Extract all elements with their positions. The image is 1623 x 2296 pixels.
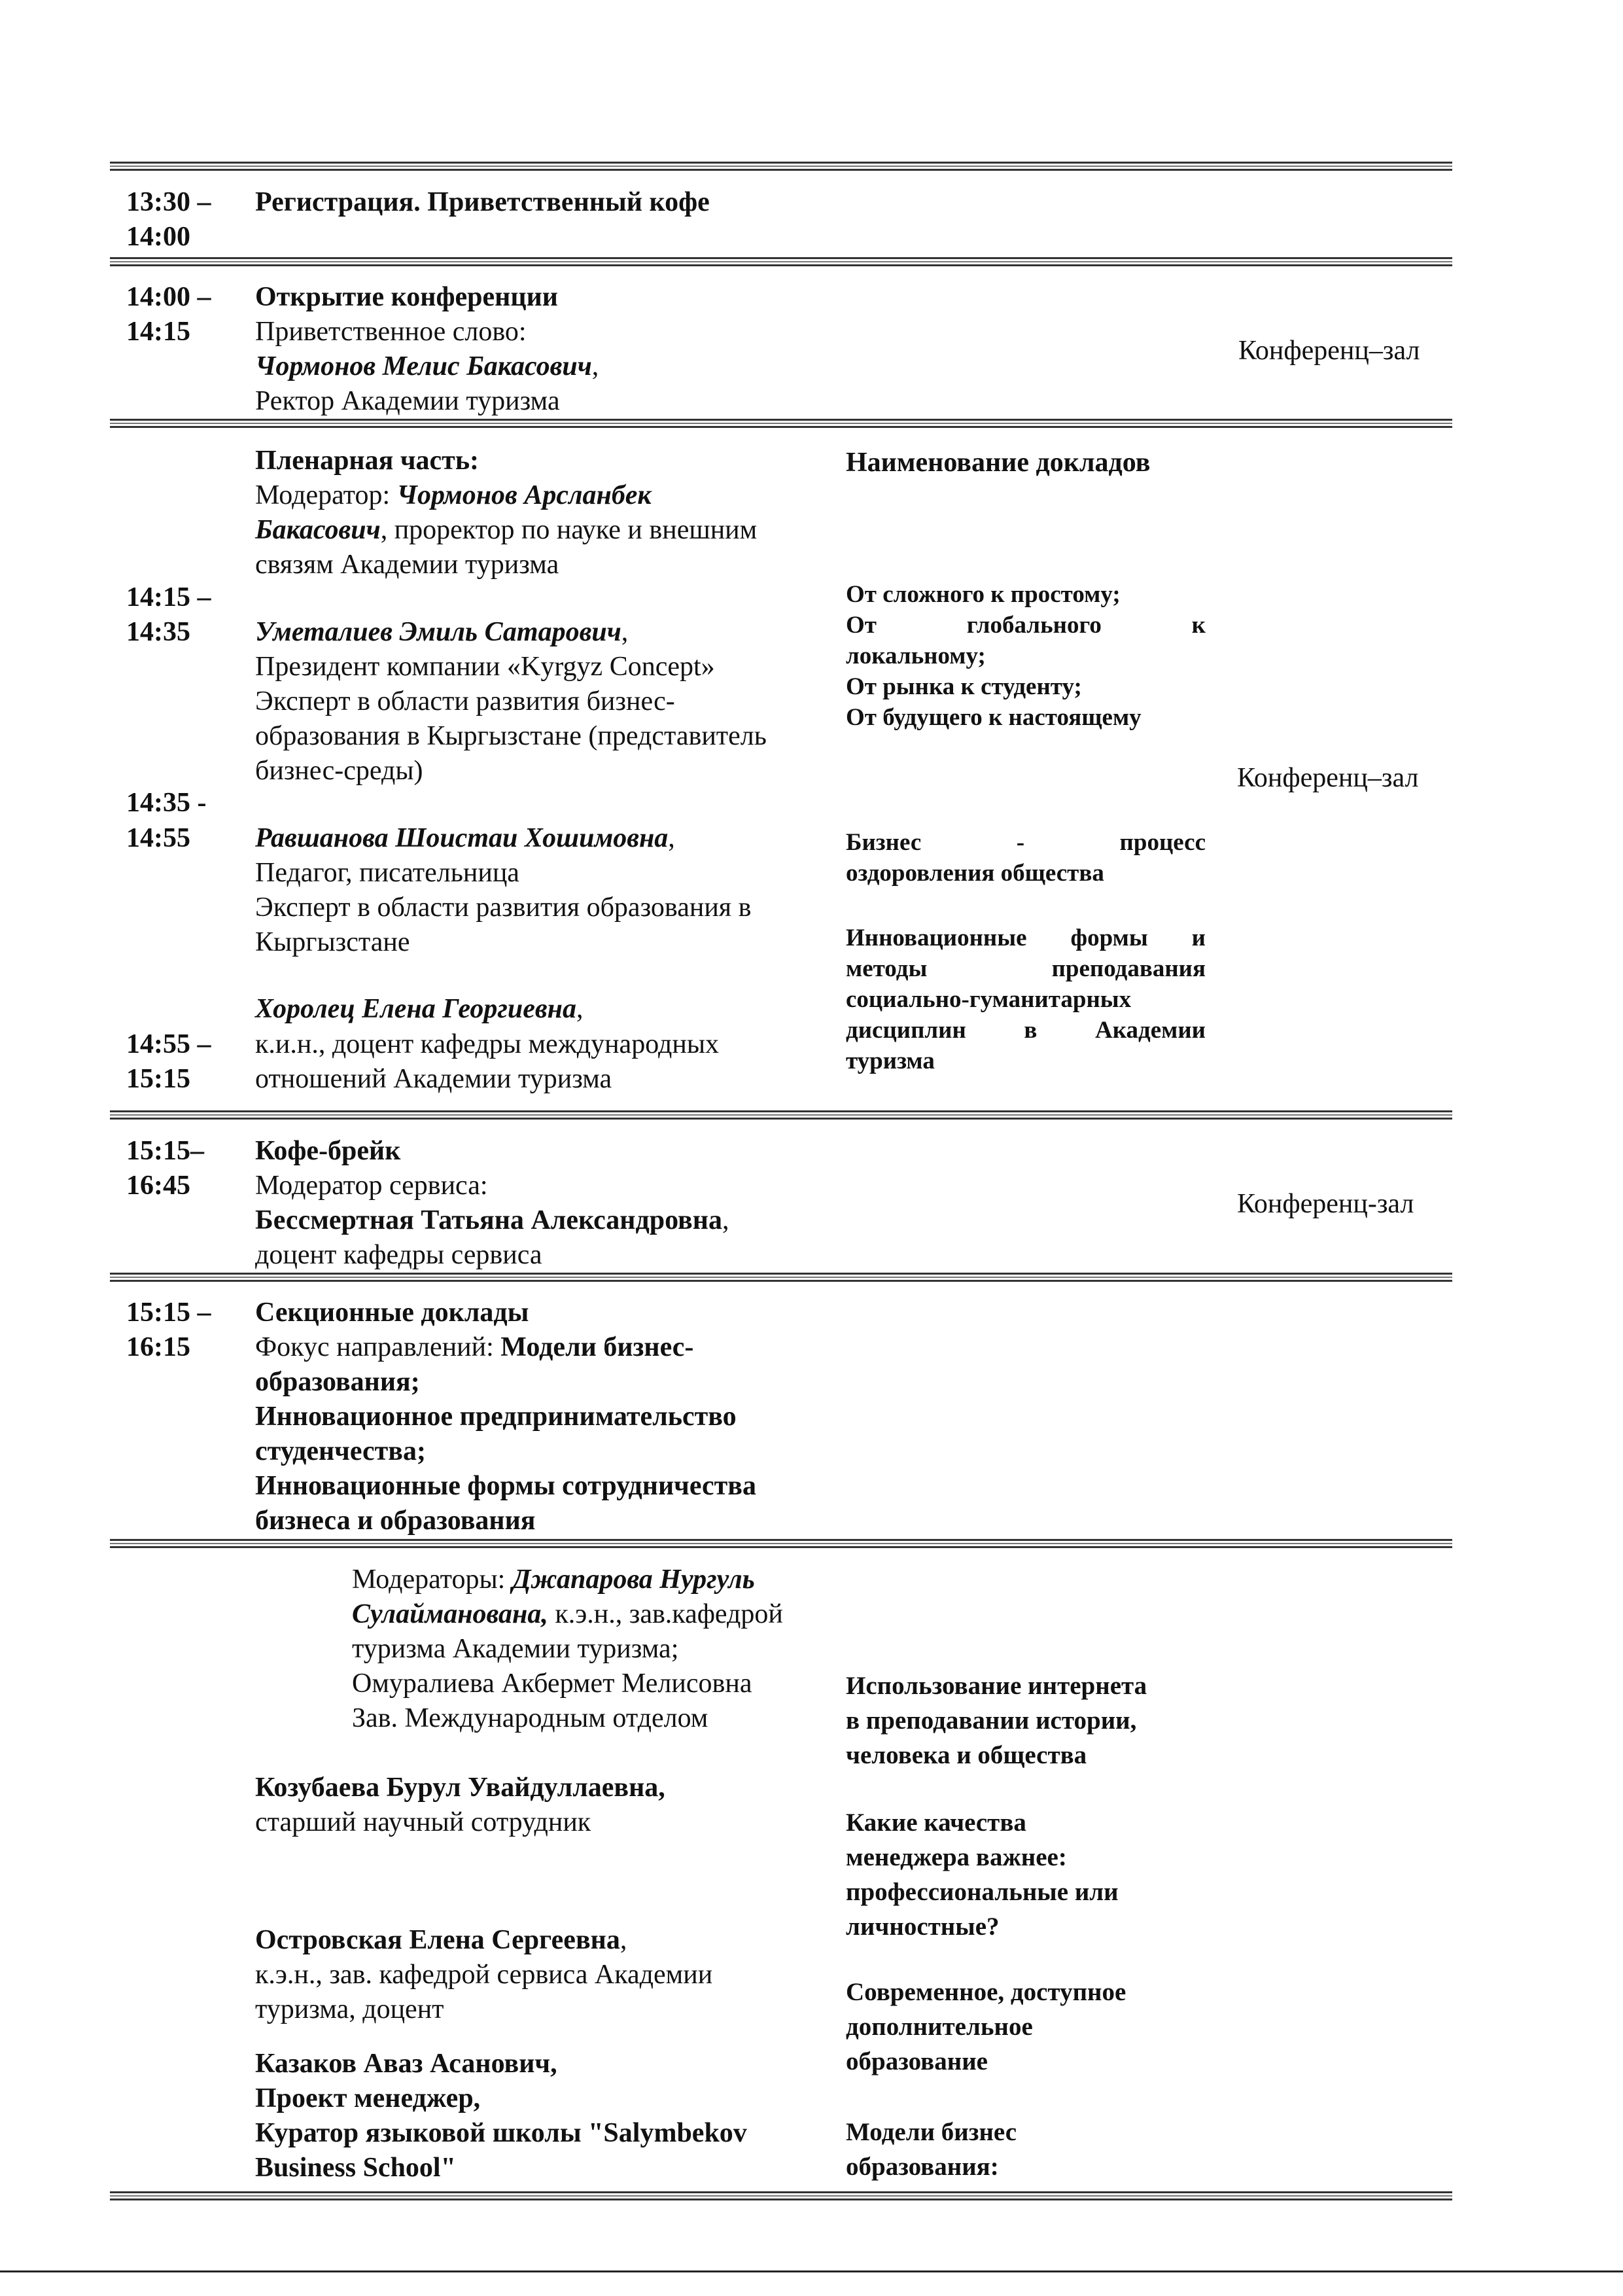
report-line: образование: [846, 2047, 988, 2075]
speaker-detail: отношений Академии туризма: [255, 1064, 612, 1094]
room-label: Конференц-зал: [1237, 1189, 1414, 1219]
time-end: 14:35: [126, 617, 190, 647]
session-line: Модератор сервиса:: [255, 1171, 488, 1201]
report-line: Бизнес - процесс: [846, 829, 1206, 856]
focus-line: [255, 1330, 693, 1365]
report-line: Инновационные формы и: [846, 925, 1206, 951]
moderator-line: [255, 513, 757, 548]
focus-topic: образования;: [255, 1367, 420, 1397]
report-line: От будущего к настоящему: [846, 704, 1142, 731]
session-title: Пленарная часть:: [255, 446, 480, 476]
report-title: [846, 1669, 1238, 1773]
row-divider: [110, 1110, 1452, 1120]
speaker-name: Уметалиев Эмиль Сатарович: [255, 617, 621, 647]
moderator-line: туризма Академии туризма;: [352, 1634, 679, 1664]
row-divider: [110, 419, 1452, 428]
moderator-role: к.э.н., зав.кафедрой: [548, 1599, 783, 1629]
speaker-detail: к.и.н., доцент кафедры международных: [255, 1029, 720, 1059]
speaker-role: старший научный сотрудник: [255, 1807, 591, 1837]
report-line: личностные?: [846, 1913, 1000, 1941]
punct: ,: [722, 1205, 729, 1235]
punct: ,: [621, 617, 629, 647]
focus-topic: бизнеса и образования: [255, 1506, 536, 1536]
speaker-detail: образования в Кыргызстане (представитель: [255, 721, 767, 751]
row-divider: [110, 162, 1452, 171]
session-title: Секционные доклады: [255, 1298, 529, 1328]
moderator-name: Сулайманована,: [352, 1599, 548, 1629]
punct: ,: [576, 994, 584, 1024]
report-line: менеджера важнее:: [846, 1843, 1067, 1871]
report-line: От сложного к простому;: [846, 581, 1121, 608]
report-line: От рынка к студенту;: [846, 673, 1082, 700]
speaker-name: Казаков Аваз Асанович,: [255, 2049, 557, 2079]
speaker-detail: Эксперт в области развития бизнес-: [255, 686, 675, 716]
report-title: [846, 923, 1206, 1076]
speaker-name: Козубаева Бурул Увайдуллаевна,: [255, 1773, 665, 1803]
moderator-line: [352, 1563, 755, 1597]
report-line: человека и общества: [846, 1741, 1087, 1769]
report-line: дисциплин в Академии: [846, 1017, 1206, 1044]
moderator-name: Чормонов Арсланбек: [396, 480, 652, 510]
speaker-detail: Проект менеджер,: [255, 2083, 481, 2113]
moderator-name: Бакасович: [255, 515, 381, 545]
time-end: 16:45: [126, 1171, 190, 1201]
time-start: 14:35 -: [126, 788, 207, 818]
focus-topic: Инновационные формы сотрудничества: [255, 1471, 756, 1501]
report-line: локальному;: [846, 643, 986, 669]
speaker-name: Хоролец Елена Георгиевна: [255, 994, 576, 1024]
mod-prefix: Модератор:: [255, 480, 397, 510]
report-line: туризма: [846, 1048, 935, 1074]
focus-topic: студенчества;: [255, 1436, 426, 1466]
time-start: 14:00 –: [126, 282, 211, 312]
speaker-line: [255, 1203, 729, 1238]
report-line: образования:: [846, 2153, 999, 2181]
speaker-detail: Педагог, писательница: [255, 858, 519, 888]
time-end: 14:55: [126, 823, 190, 853]
speaker-detail: Куратор языковой школы "Salymbekov: [255, 2118, 747, 2148]
focus-topic: Инновационное предпринимательство: [255, 1402, 737, 1432]
report-line: Какие качества: [846, 1809, 1026, 1837]
speaker-detail: Кыргызстане: [255, 927, 410, 957]
report-line: От глобального к: [846, 612, 1206, 639]
page-edge: [0, 2270, 1623, 2272]
time-end: 15:15: [126, 1064, 190, 1094]
speaker-name: Равшанова Шоистаи Хошимовна: [255, 823, 669, 853]
speaker-detail: Эксперт в области развития образования в: [255, 892, 752, 923]
punct: ,: [591, 351, 599, 381]
reports-header: Наименование докладов: [846, 448, 1151, 478]
speaker-line: [255, 349, 599, 384]
mod-prefix: Модераторы:: [352, 1564, 512, 1595]
speaker-line: [255, 992, 584, 1027]
session-title: Регистрация. Приветственный кофе: [255, 187, 710, 217]
room-label: Конференц–зал: [1238, 336, 1420, 366]
report-title: [846, 2115, 1238, 2184]
time-end: 14:00: [126, 222, 190, 252]
report-line: Современное, доступное: [846, 1978, 1126, 2006]
report-line: методы преподавания: [846, 955, 1206, 982]
speaker-line: [255, 1923, 627, 1958]
report-line: профессиональные или: [846, 1878, 1119, 1906]
moderator-line: [352, 1597, 783, 1632]
time-start: 15:15 –: [126, 1298, 211, 1328]
session-title: Открытие конференции: [255, 282, 558, 312]
time-end: 14:15: [126, 317, 190, 347]
moderator-line: Омуралиева Акбермет Мелисовна: [352, 1669, 752, 1699]
row-divider: [110, 257, 1452, 266]
speaker-name: Чормонов Мелис Бакасович: [255, 351, 592, 381]
report-title: [846, 1805, 1238, 1944]
report-line: в преподавании истории,: [846, 1706, 1137, 1735]
moderator-line: Зав. Международным отделом: [352, 1703, 708, 1733]
report-line: социально-гуманитарных: [846, 986, 1132, 1013]
time-start: 15:15–: [126, 1136, 204, 1166]
room-label: Конференц–зал: [1237, 763, 1419, 793]
session-line: Приветственное слово:: [255, 317, 527, 347]
focus-topic: Модели бизнес-: [500, 1332, 694, 1362]
time-end: 16:15: [126, 1332, 190, 1362]
time-start: 14:55 –: [126, 1029, 211, 1059]
row-divider: [110, 1273, 1452, 1282]
report-line: Модели бизнес: [846, 2118, 1017, 2146]
moderator-role: , проректор по науке и внешним: [380, 515, 758, 545]
row-divider: [110, 1539, 1452, 1548]
moderator-line: [255, 478, 652, 513]
time-start: 13:30 –: [126, 187, 211, 217]
session-title: Кофе-брейк: [255, 1136, 401, 1166]
moderator-name: Джапарова Нургуль: [512, 1564, 755, 1595]
speaker-line: [255, 615, 628, 650]
report-line: Использование интернета: [846, 1672, 1147, 1700]
moderator-line: связям Академии туризма: [255, 550, 559, 580]
row-divider: [110, 2191, 1452, 2200]
report-title: [846, 827, 1206, 889]
report-line: оздоровления общества: [846, 860, 1104, 887]
speaker-role: доцент кафедры сервиса: [255, 1240, 542, 1270]
time-start: 14:15 –: [126, 582, 211, 612]
speaker-role: Ректор Академии туризма: [255, 386, 560, 416]
speaker-detail: туризма, доцент: [255, 1994, 444, 2024]
focus-prefix: Фокус направлений:: [255, 1332, 501, 1362]
speaker-line: [255, 821, 675, 856]
punct: ,: [668, 823, 675, 853]
speaker-name: Бессмертная Татьяна Александровна: [255, 1205, 722, 1235]
report-line: дополнительное: [846, 2013, 1033, 2041]
punct: ,: [620, 1925, 627, 1955]
speaker-detail: Business School": [255, 2153, 456, 2183]
speaker-detail: Президент компании «Kyrgyz Concept»: [255, 652, 715, 682]
speaker-detail: бизнес-среды): [255, 756, 423, 786]
speaker-detail: к.э.н., зав. кафедрой сервиса Академии: [255, 1960, 713, 1990]
report-title: [846, 579, 1206, 733]
report-title: [846, 1975, 1238, 2079]
speaker-name: Островская Елена Сергеевна: [255, 1925, 620, 1955]
